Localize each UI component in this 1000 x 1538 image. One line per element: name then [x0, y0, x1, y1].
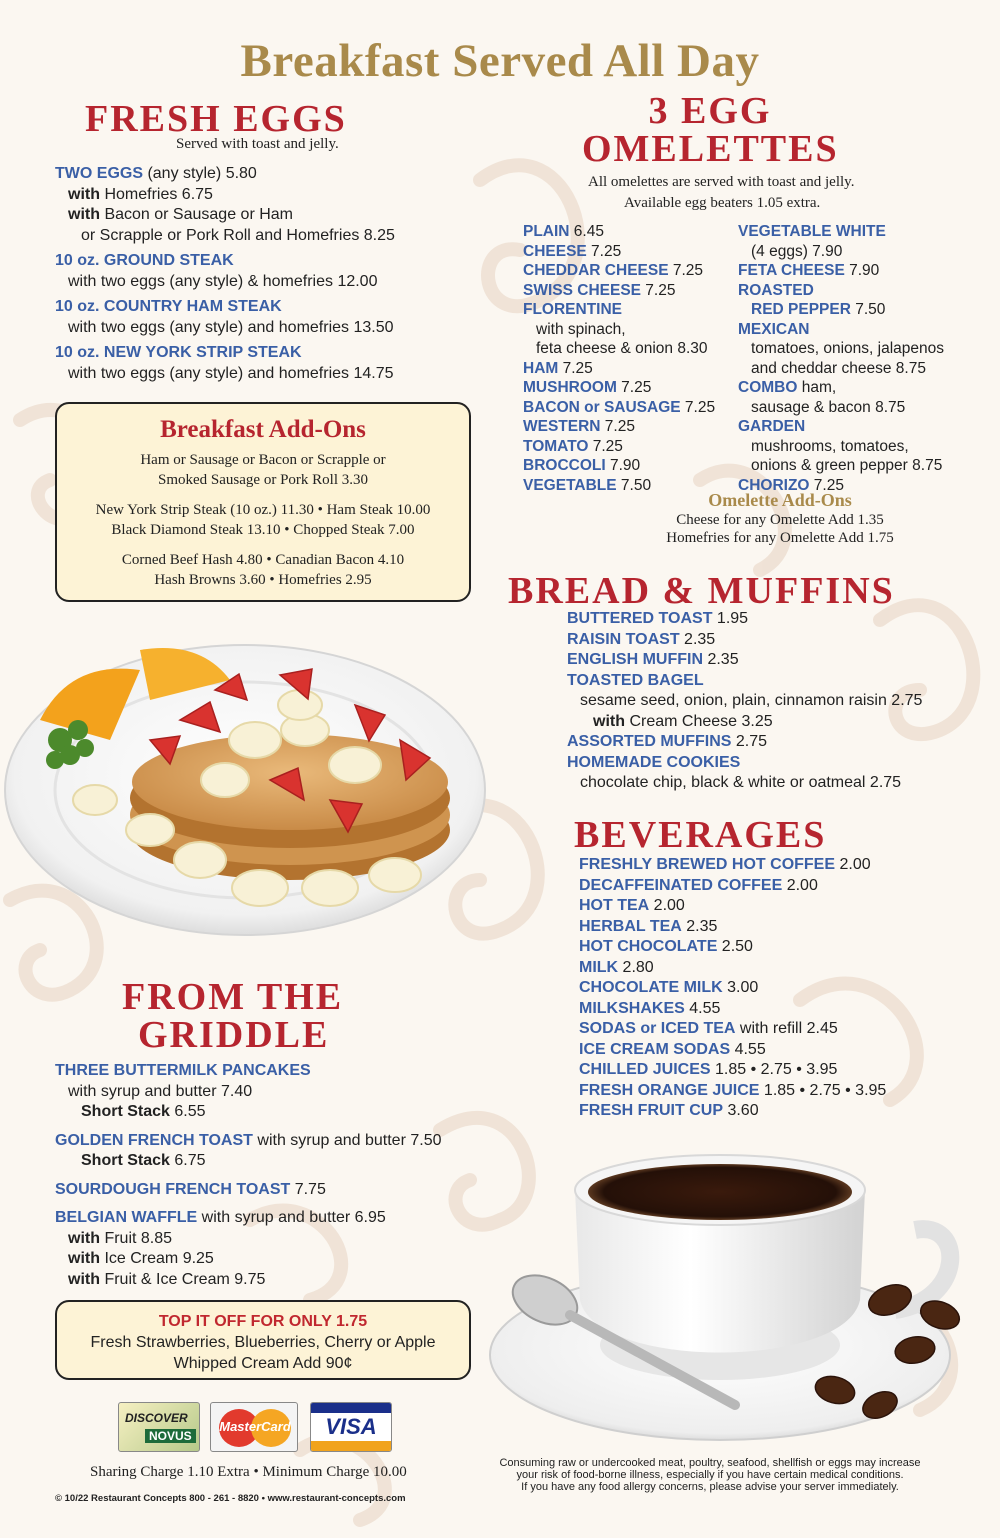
discover-card-logo: DISCOVER NOVUS	[118, 1402, 200, 1452]
menu-item: onions & green pepper 8.75	[751, 457, 943, 474]
menu-item: HOT CHOCOLATE 2.50	[579, 938, 753, 955]
mastercard-logo: MasterCard	[210, 1402, 298, 1452]
menu-item: or Scrapple or Pork Roll and Homefries 8.25	[81, 226, 395, 244]
menu-item: ENGLISH MUFFIN 2.35	[567, 651, 739, 668]
menu-item: FRESH FRUIT CUP 3.60	[579, 1102, 759, 1119]
menu-item: with Homefries 6.75	[68, 185, 213, 203]
menu-item-option: Short Stack 6.75	[81, 1152, 206, 1169]
menu-item: GOLDEN FRENCH TOAST with syrup and butter 7.50	[55, 1131, 442, 1149]
menu-item: CHEESE 7.25	[523, 242, 622, 260]
top-it-off-title: TOP IT OFF FOR ONLY 1.75	[158, 1313, 368, 1330]
menu-item-name: 10 oz. NEW YORK STRIP STEAK	[55, 344, 302, 361]
menu-item: PLAIN 6.45	[523, 223, 604, 240]
menu-item: tomatoes, onions, jalapenos	[751, 340, 945, 357]
addons-line: New York Strip Steak (10 oz.) 11.30 • Ham Steak 10.00	[95, 502, 431, 518]
menu-item: mushrooms, tomatoes,	[751, 437, 909, 455]
top-it-off-line: Whipped Cream Add 90¢	[173, 1355, 353, 1372]
menu-item: MILKSHAKES 4.55	[579, 999, 721, 1017]
bread-items	[567, 609, 922, 691]
menu-item: GARDEN	[738, 418, 806, 435]
menu-item-detail: with two eggs (any style) & homefries 12.00	[68, 272, 378, 290]
griddle-title-line2: GRIDDLE	[138, 1014, 330, 1056]
menu-item: FRESH ORANGE JUICE 1.85 • 2.75 • 3.95	[579, 1081, 887, 1099]
griddle-list	[55, 1061, 442, 1290]
menu-item: MEXICAN	[738, 320, 810, 338]
addons-line: Smoked Sausage or Pork Roll 3.30	[158, 472, 368, 488]
menu-item-detail: chocolate chip, black & white or oatmeal 2.75	[580, 774, 902, 791]
menu-item: TWO EGGS (any style) 5.80	[55, 165, 257, 182]
addons-line: Hash Browns 3.60 • Homefries 2.95	[154, 572, 372, 588]
omelettes-column-2	[738, 222, 944, 495]
menu-item-detail: with two eggs (any style) and homefries 13.50	[68, 318, 394, 336]
visa-card-logo: VISA	[310, 1402, 392, 1452]
menu-item: SOURDOUGH FRENCH TOAST 7.75	[55, 1180, 326, 1198]
menu-item: BACON or SAUSAGE 7.25	[523, 398, 716, 416]
omelettes-title-line1: 3 EGG	[648, 90, 772, 132]
menu-item: BUTTERED TOAST 1.95	[567, 610, 749, 627]
menu-item: SWISS CHEESE 7.25	[523, 281, 676, 299]
top-it-off-line: Fresh Strawberries, Blueberries, Cherry or Apple	[90, 1334, 436, 1351]
menu-item: HAM 7.25	[523, 359, 593, 377]
breakfast-addons-title: Breakfast Add-Ons	[160, 416, 366, 443]
beverages-list	[579, 855, 886, 1122]
menu-item: COMBO ham,	[738, 379, 837, 396]
menu-item-name: THREE BUTTERMILK PANCAKES	[55, 1062, 311, 1079]
menu-item: VEGETABLE 7.50	[523, 476, 652, 494]
menu-item-option: with Fruit 8.85	[68, 1229, 173, 1247]
addons-line: Ham or Sausage or Bacon or Scrapple or	[140, 452, 386, 468]
menu-item: sausage & bacon 8.75	[751, 398, 906, 416]
copyright: © 10/22 Restaurant Concepts 800 - 261 - 8820 • www.restaurant-concepts.com	[55, 1493, 406, 1504]
omelettes-title-line2: OMELETTES	[582, 128, 839, 170]
griddle-title-line1: FROM THE	[122, 976, 344, 1018]
menu-item-detail: with two eggs (any style) and homefries 14.75	[68, 364, 394, 382]
menu-item: WESTERN 7.25	[523, 418, 635, 435]
menu-item: ICE CREAM SODAS 4.55	[579, 1040, 766, 1058]
fresh-eggs-subtitle: Served with toast and jelly.	[176, 136, 339, 152]
menu-item: SODAS or ICED TEA with refill 2.45	[579, 1020, 838, 1037]
omelettes-column-1	[523, 222, 715, 495]
beverages-title: BEVERAGES	[574, 814, 827, 856]
omelette-addons-line: Cheese for any Omelette Add 1.35	[676, 512, 884, 528]
menu-item: RED PEPPER 7.50	[751, 301, 886, 318]
menu-item-option: Short Stack 6.55	[81, 1103, 206, 1120]
menu-item-name: 10 oz. COUNTRY HAM STEAK	[55, 298, 282, 315]
menu-item: CHEDDAR CHEESE 7.25	[523, 262, 704, 279]
menu-item: and cheddar cheese 8.75	[751, 359, 926, 377]
menu-item: FLORENTINE	[523, 301, 623, 318]
page-title: Breakfast Served All Day	[240, 35, 760, 87]
menu-item-detail: with syrup and butter 7.40	[68, 1082, 253, 1100]
bread-muffins-title: BREAD & MUFFINS	[508, 570, 895, 612]
menu-item: TOASTED BAGEL	[567, 671, 704, 689]
menu-item: HOT TEA 2.00	[579, 897, 685, 914]
menu-item: BROCCOLI 7.90	[523, 457, 641, 474]
food-safety-warning: Consuming raw or undercooked meat, poultry, seafood, shellfish or eggs may increase your risk of food-borne illness, especially if you have certain medical conditions. If you have any food allergy concerns, please advise your server immediately.	[499, 1457, 921, 1493]
waffle-options	[55, 1229, 442, 1291]
menu-item: RAISIN TOAST 2.35	[567, 630, 716, 648]
omelette-addons-title: Omelette Add-Ons	[708, 490, 852, 510]
top-it-off-box	[55, 1300, 471, 1380]
omelettes-subtitle-2: Available egg beaters 1.05 extra.	[624, 195, 821, 211]
fresh-eggs-list	[55, 164, 395, 384]
menu-item: with Bacon or Sausage or Ham	[68, 206, 293, 223]
addons-line: Black Diamond Steak 13.10 • Chopped Steak 7.00	[111, 522, 415, 538]
menu-item: MILK 2.80	[579, 958, 654, 976]
pancake-plate-image	[0, 630, 495, 940]
menu-item: DECAFFEINATED COFFEE 2.00	[579, 876, 818, 894]
menu-item: FRESHLY BREWED HOT COFFEE 2.00	[579, 856, 871, 873]
coffee-cup-image	[485, 1150, 990, 1450]
menu-item: CHOCOLATE MILK 3.00	[579, 979, 759, 996]
menu-item: MUSHROOM 7.25	[523, 379, 652, 396]
breakfast-addons-box	[55, 402, 471, 602]
menu-item: feta cheese & onion 8.30	[536, 340, 708, 357]
omelette-addons-line: Homefries for any Omelette Add 1.75	[666, 530, 894, 546]
menu-item: CHILLED JUICES 1.85 • 2.75 • 3.95	[579, 1061, 838, 1078]
fresh-eggs-title: FRESH EGGS	[85, 98, 347, 140]
menu-item-detail: sesame seed, onion, plain, cinnamon raisin 2.75	[580, 692, 923, 709]
menu-item: HOMEMADE COOKIES	[567, 753, 741, 771]
menu-item: BELGIAN WAFFLE with syrup and butter 6.95	[55, 1209, 386, 1226]
menu-item-option: with Cream Cheese 3.25	[593, 712, 773, 730]
menu-item: HERBAL TEA 2.35	[579, 917, 718, 935]
menu-item: with spinach,	[536, 320, 626, 338]
menu-item: (4 eggs) 7.90	[751, 242, 843, 260]
menu-item: ROASTED	[738, 281, 814, 299]
menu-item-option: with Fruit & Ice Cream 9.75	[68, 1270, 266, 1288]
menu-item-name: 10 oz. GROUND STEAK	[55, 252, 234, 269]
menu-item: ASSORTED MUFFINS 2.75	[567, 733, 768, 750]
omelettes-subtitle-1: All omelettes are served with toast and jelly.	[588, 174, 855, 190]
bread-list	[567, 609, 922, 794]
charges-note: Sharing Charge 1.10 Extra • Minimum Charge 10.00	[90, 1464, 407, 1480]
menu-item: CHORIZO 7.25	[738, 476, 844, 494]
menu-item: FETA CHEESE 7.90	[738, 262, 880, 279]
menu-item: VEGETABLE WHITE	[738, 223, 886, 240]
addons-line: Corned Beef Hash 4.80 • Canadian Bacon 4.10	[121, 552, 405, 568]
menu-item: TOMATO 7.25	[523, 437, 623, 455]
omelette-addons	[640, 490, 920, 547]
menu-item-option: with Ice Cream 9.25	[68, 1250, 214, 1267]
